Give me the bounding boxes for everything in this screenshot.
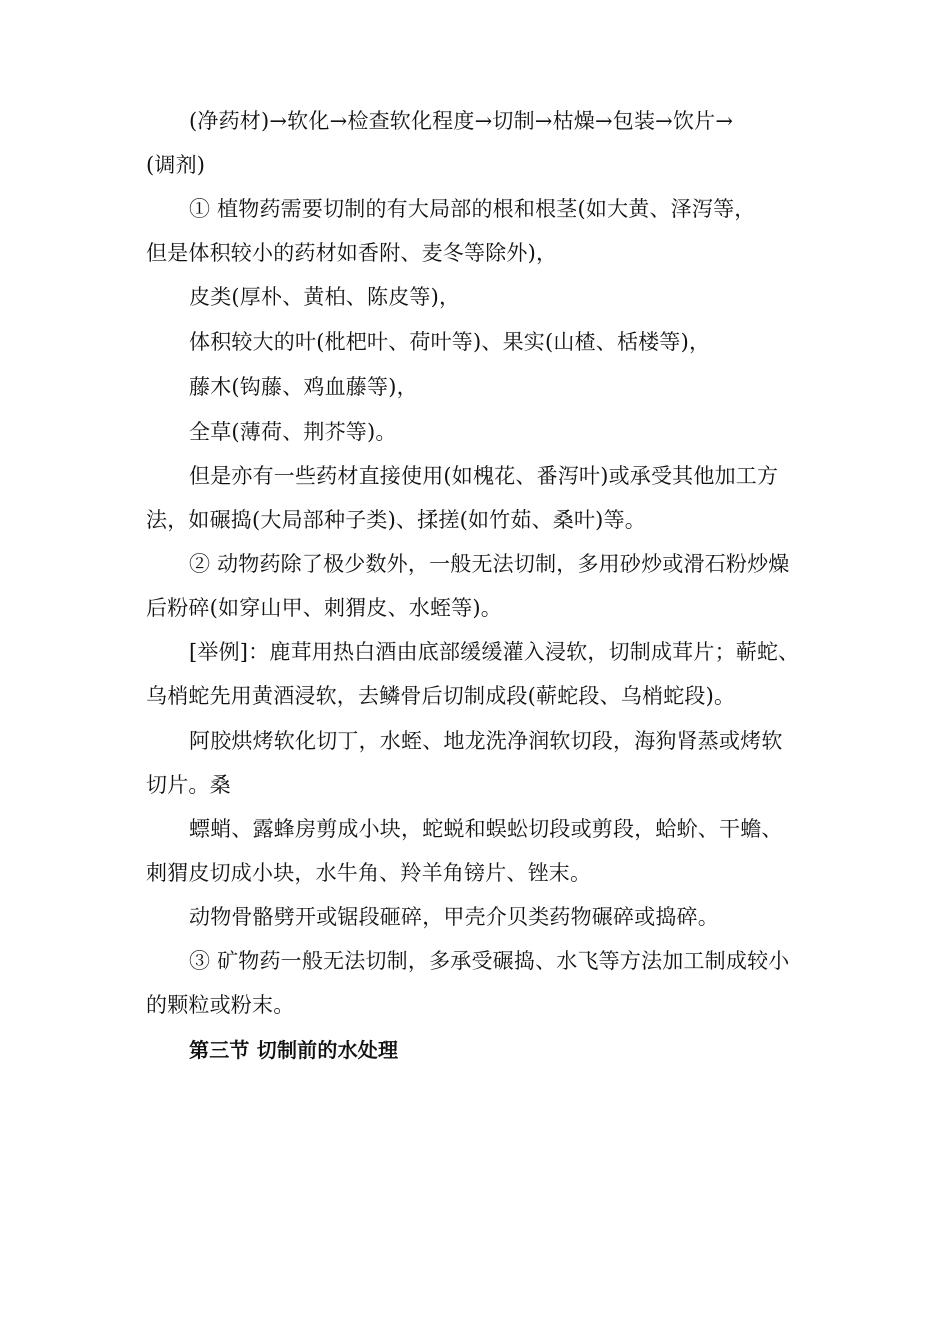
text-line-animal-2: 后粉碎(如穿山甲、刺猬皮、水蛭等)。	[146, 596, 502, 620]
text-line-vine: 藤木(钩藤、鸡血藤等)，	[189, 375, 418, 399]
text-line-leaf-fruit: 体积较大的叶(枇杷叶、荷叶等)、果实(山楂、栝楼等)，	[189, 330, 711, 354]
text-line-herb: 全草(薄荷、荆芥等)。	[189, 420, 397, 444]
text-line-bark: 皮类(厚朴、黄柏、陈皮等)，	[189, 285, 461, 309]
text-line-mantis-2: 刺猬皮切成小块，水牛角、羚羊角镑片、锉末。	[146, 861, 592, 885]
text-line-plant-2: 但是体积较小的药材如香附、麦冬等除外)，	[146, 241, 558, 265]
text-line-mineral-1: ③ 矿物药一般无法切制，多承受碾捣、水飞等方法加工制成较小	[189, 949, 790, 973]
text-line-ejiao-2: 切片。桑	[146, 773, 231, 797]
text-line-animal-1: ② 动物药除了极少数外，一般无法切制，多用砂炒或滑石粉炒燥	[189, 552, 790, 576]
text-line-plant-1: ① 植物药需要切制的有大局部的根和根茎(如大黄、泽泻等，	[189, 197, 756, 221]
text-line-process-flow: (净药材)→软化→检查软化程度→切制→枯燥→包装→饮片→	[189, 109, 734, 133]
text-line-mantis-1: 螵蛸、露蜂房剪成小块，蛇蜕和蜈蚣切段或剪段，蛤蚧、干蟾、	[189, 817, 783, 841]
text-line-bone: 动物骨骼劈开或锯段砸碎，甲壳介贝类药物碾碎或捣碎。	[189, 905, 719, 929]
text-line-ejiao-1: 阿胶烘烤软化切丁，水蛭、地龙洗净润软切段，海狗肾蒸或烤软	[189, 729, 783, 753]
text-line-example-2: 乌梢蛇先用黄酒浸软，去鳞骨后切制成段(蕲蛇段、乌梢蛇段)。	[146, 684, 736, 708]
text-line-mineral-2: 的颗粒或粉末。	[146, 993, 295, 1017]
text-line-other-1: 但是亦有一些药材直接使用(如槐花、番泻叶)或承受其他加工方	[189, 464, 779, 488]
text-line-process-flow-end: (调剂)	[146, 153, 206, 177]
text-line-other-2: 法，如碾捣(大局部种子类)、揉搓(如竹茹、桑叶)等。	[146, 508, 646, 532]
text-line-example-1: [举例]：鹿茸用热白酒由底部缓缓灌入浸软，切制成茸片；蕲蛇、	[189, 640, 800, 664]
section-heading: 第三节 切制前的水处理	[189, 1038, 399, 1062]
